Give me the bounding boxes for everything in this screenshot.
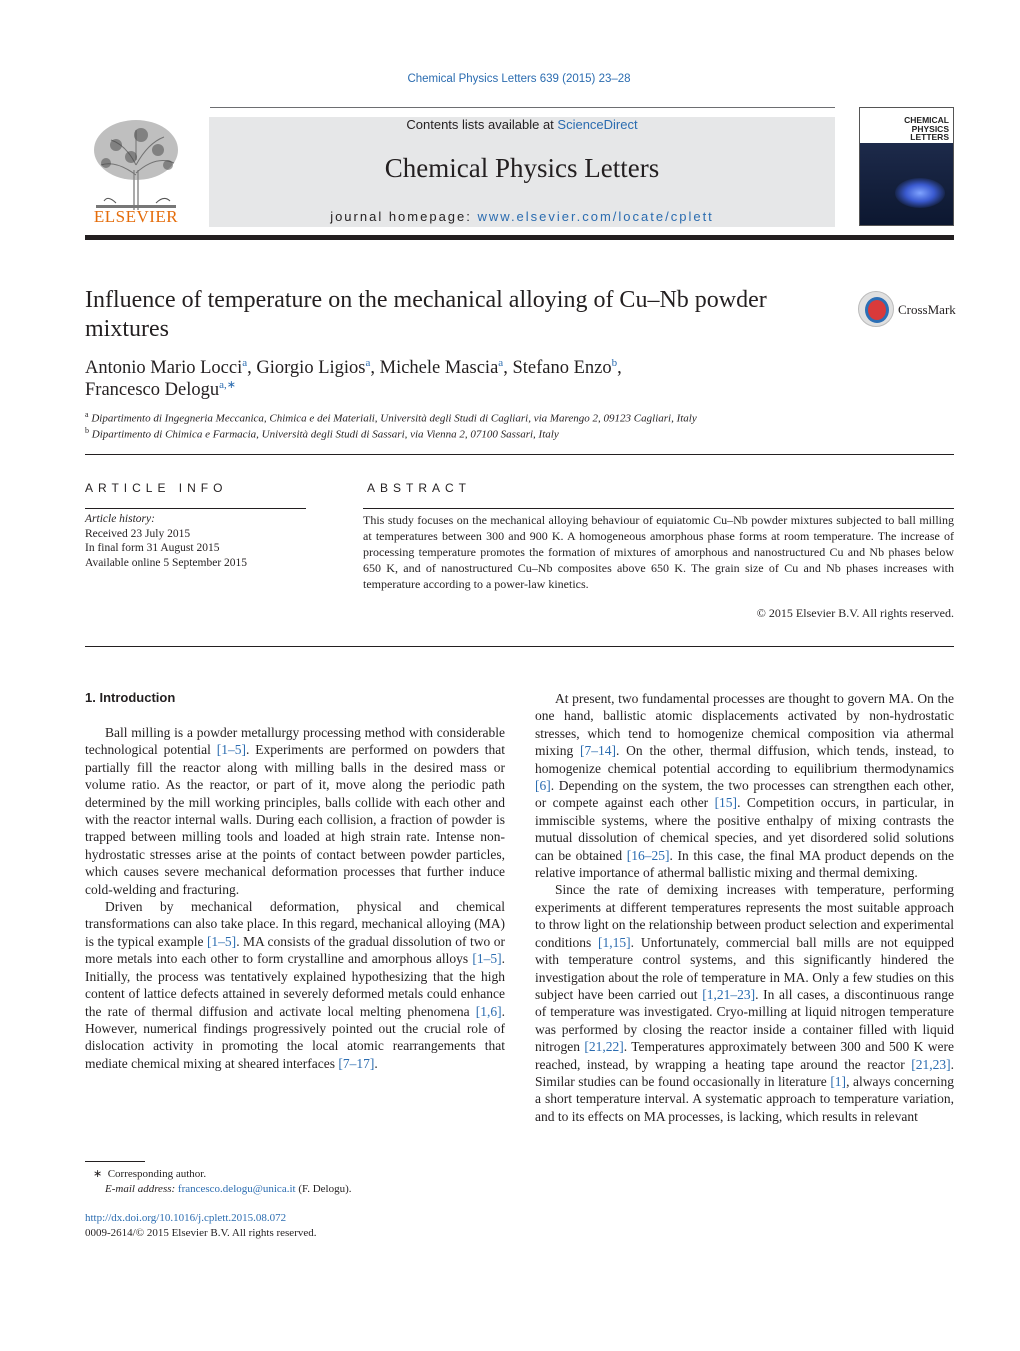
paragraph-text: . In this case, the final MA product depends on the relative importance of athermal ballistic mixing and thermal demixing.: [535, 847, 954, 881]
paragraph-text: . Depending on the system, the two processes can strengthen each other, or compete against each other: [535, 778, 954, 811]
citation-link[interactable]: [7–14]: [580, 743, 617, 759]
cover-title: CHEMICAL PHYSICS LETTERS: [904, 115, 949, 142]
citation-link[interactable]: [1,15]: [598, 934, 631, 950]
citation-link[interactable]: [6]: [535, 778, 551, 794]
cover-art: [895, 178, 945, 208]
header-divider: [85, 235, 954, 240]
info-divider-top: [85, 454, 954, 455]
paragraph-text: Ball milling is a powder metallurgy processing method with considerable technological potential: [85, 725, 505, 758]
article-title: Influence of temperature on the mechanical alloying of Cu–Nb powder mixtures: [85, 287, 767, 342]
paragraph-text: . Temperatures approximately between 300 and 500 K were reached, instead, by wrapping a heating tape around the reactor: [535, 1039, 954, 1072]
homepage-line: [209, 209, 835, 224]
abstract-rule: [363, 508, 954, 509]
paragraph-text: . Competition occurs, in particular, in immiscible systems, where the positive enthalpy of mixing contrasts the mutual dissolution of chemical species, and yet disordered solid solutions can be obtained: [535, 795, 954, 863]
corresponding-author: Corresponding author.: [107, 1168, 207, 1180]
paragraph-text: Since the rate of demixing increases with temperature, performing experiments at different temperatures represents the most suitable approach to throw light on the relationship between product selection and experimental conditions: [535, 882, 954, 950]
paragraph-text: . Similar studies can be found occasionally in literature: [535, 1056, 954, 1089]
history-received: Received 23 July 2015: [85, 527, 191, 540]
author-separator: ,: [617, 358, 622, 378]
journal-name: Chemical Physics Letters: [384, 153, 660, 183]
journal-banner: [209, 117, 835, 227]
author-name: Giorgio Ligios: [256, 358, 366, 378]
author-separator: ,: [503, 358, 513, 378]
author-affiliation-mark[interactable]: a: [498, 356, 504, 369]
email-link[interactable]: francesco.delogu@unica.it: [177, 1183, 296, 1195]
affiliation-text: Dipartimento di Chimica e Farmacia, Università degli Studi di Sassari, via Vienna 2, 07100 Sassari, Italy: [91, 428, 559, 441]
email-label: E-mail address:: [105, 1183, 178, 1195]
homepage-link[interactable]: www.elsevier.com/locate/cplett: [477, 209, 714, 224]
citation-link[interactable]: [1]: [830, 1073, 847, 1089]
article-history: [85, 512, 305, 570]
citation-link[interactable]: [16–25]: [626, 847, 670, 863]
paragraph-text: , always concerning a short temperature interval. A systematic approach to temperature variation, and to its effects on MA processes, is lacking, which results in relevant: [535, 1073, 954, 1124]
citation-link[interactable]: [21,23]: [911, 1056, 951, 1072]
citation-link[interactable]: [1–5]: [472, 951, 502, 967]
affiliation-mark: b: [85, 426, 89, 435]
sciencedirect-link[interactable]: ScienceDirect: [557, 117, 638, 132]
citation-link[interactable]: [1–5]: [216, 742, 246, 758]
abstract-text: This study focuses on the mechanical alloying behaviour of equiatomic Cu–Nb powder mixtures subjected to ball milling at temperatures between 300 and 900 K. A homogeneous amorphous phase forms at room temperature. The increase of processing temperature promotes the formation of mixtures of amorphous and nanostructured Cu and Nb phases below 650 K, and of nanostructured Cu–Nb composites above 650 K. The grain size of Cu and Nb phases increases with temperature according to a power-law kinetics.: [363, 513, 954, 591]
doi-block: [85, 1211, 505, 1240]
body-divider: [85, 646, 954, 647]
author-name: Antonio Mario Locci: [85, 358, 243, 378]
abstract-heading: ABSTRACT: [367, 481, 472, 495]
email-suffix: (F. Delogu).: [295, 1183, 352, 1195]
footnote-rule: [85, 1161, 145, 1162]
right-column: [535, 690, 954, 1125]
history-online: Available online 5 September 2015: [85, 556, 248, 569]
citation-link[interactable]: [21,22]: [584, 1039, 624, 1055]
history-label: Article history:: [85, 513, 155, 525]
contents-prefix: Contents lists available at: [406, 117, 558, 132]
journal-reference[interactable]: Chemical Physics Letters 639 (2015) 23–28: [407, 73, 631, 85]
left-column: [85, 724, 505, 1072]
homepage-prefix: journal homepage:: [330, 209, 478, 224]
article-info-rule: [85, 508, 306, 509]
paragraph: [535, 881, 954, 1125]
top-divider: [210, 107, 835, 108]
author-affiliation-mark[interactable]: a: [365, 356, 371, 369]
affiliation-text: Dipartimento di Ingegneria Meccanica, Chimica e dei Materiali, Università degli Studi di Cagliari, via Marengo 2, 09123 Cagliari, Italy: [91, 412, 697, 425]
elsevier-wordmark: ELSEVIER: [93, 207, 179, 226]
author-affiliation-mark[interactable]: b: [611, 356, 618, 369]
paragraph-text: .: [374, 1055, 378, 1071]
paragraph-text: . Unfortunately, commercial ball mills are not equipped with temperature control systems, and this significantly hindered the investigation about the role of temperature in MA. Only a few studies on this subject have been carried out: [535, 934, 955, 1002]
paragraph-text: . Experiments are performed on powders that partially fill the reactor along with milling balls in the desired mass or volume ratio. As the reactor, or part of it, move along the periodic path determined by the mill working principles, balls collide with each other and with the reactor internal walls. During each collision, a fraction of powder is trapped between milling tools and loaded at high strain rate. Intense non-hydrostatic stresses arise at the points of contact between powder particles, which causes severe mechanical deformation processes that further induce cold-welding and fracturing.: [85, 742, 505, 897]
paragraph-text: . MA consists of the gradual dissolution of two or more metals into each other to form crystalline and amorphous alloys: [85, 933, 505, 967]
article-info-heading: ARTICLE INFO: [85, 481, 228, 495]
contents-line: [209, 117, 835, 132]
paragraph: [85, 898, 505, 1072]
affiliation-a: [85, 410, 965, 425]
paragraph-text: . In all cases, a discontinuous range of temperature was investigated. Cryo-milling at liquid nitrogen temperature was performed by closing the reactor inside a container filled with liquid nitrogen: [535, 986, 954, 1055]
journal-cover-thumbnail: [859, 107, 954, 226]
citation-link[interactable]: [7–17]: [338, 1055, 375, 1071]
paragraph-text: . However, numerical findings progressively pointed out the crucial role of dislocation activity in promoting the local atomic rearrangements that mediate chemical mixing at sheared interfaces: [85, 1003, 505, 1071]
paragraph-text: At present, two fundamental processes are thought to govern MA. On the one hand, ballistic atomic displacements activated by non-hydrostatic stresses, which tend to homogenize chemical composition via athermal mixing: [535, 691, 954, 759]
issn-copyright: 0009-2614/© 2015 Elsevier B.V. All rights reserved.: [85, 1226, 317, 1239]
author-name: Michele Mascia: [379, 358, 499, 378]
citation-link[interactable]: [1,21–23]: [702, 986, 756, 1002]
footnote: [85, 1167, 505, 1197]
author-name: Stefano Enzo: [512, 358, 612, 378]
affiliation-mark: a: [85, 410, 89, 419]
affiliation-b: [85, 426, 965, 441]
crossmark-label: CrossMark: [898, 302, 956, 317]
crossmark-badge[interactable]: [858, 291, 958, 329]
history-final-form: In final form 31 August 2015: [85, 542, 220, 554]
author-list: [85, 357, 845, 401]
doi-link[interactable]: http://dx.doi.org/10.1016/j.cplett.2015.08.072: [85, 1212, 287, 1224]
author-affiliation-mark[interactable]: a,∗: [219, 378, 236, 391]
author-separator: ,: [247, 358, 257, 378]
citation-link[interactable]: [1–5]: [206, 933, 237, 949]
section-heading-introduction: 1. Introduction: [85, 690, 176, 705]
elsevier-logo: [86, 115, 186, 227]
footnote-star: ∗: [93, 1168, 103, 1180]
citation-link[interactable]: [15]: [714, 795, 738, 811]
citation-link[interactable]: [1,6]: [475, 1003, 502, 1019]
paragraph-text: . Initially, the process was tentatively explained hypothesizing that the high content of lattice defects attained in severely deformed metals could enhance the rate of thermal diffusion and activate local melting phenomena: [85, 951, 505, 1019]
paragraph: [85, 724, 505, 898]
paragraph-text: Driven by mechanical deformation, physical and chemical transformations can also take place. In this regard, mechanical alloying (MA) is the typical example: [85, 899, 505, 949]
author-separator: ,: [370, 358, 380, 378]
paragraph: [535, 690, 954, 881]
author-name: Francesco Delogu: [85, 380, 220, 400]
abstract-copyright: © 2015 Elsevier B.V. All rights reserved.: [756, 606, 954, 620]
crossmark-icon: [858, 291, 894, 327]
author-affiliation-mark[interactable]: a: [242, 356, 248, 369]
paragraph-text: . On the other, thermal diffusion, which tends, instead, to homogenize chemical potential according to equilibrium thermodynamics: [535, 743, 954, 776]
